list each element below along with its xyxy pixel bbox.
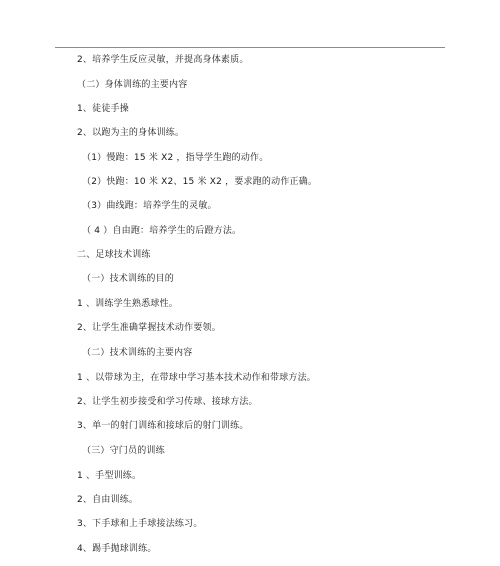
text-line: 2、以跑为主的身体训练。 <box>77 128 185 138</box>
section-heading: （二）身体训练的主要内容 <box>77 80 188 90</box>
section-heading: （二）技术训练的主要内容 <box>82 348 193 358</box>
text-line: 2、自由训练。 <box>77 495 139 505</box>
text-line: 1、徒徒手操 <box>77 104 129 114</box>
text-line: （2）快跑：10 米 X2、15 米 X2 ，要求跑的动作正确。 <box>82 177 318 187</box>
section-heading: 二、足球技术训练 <box>77 250 151 260</box>
text-line: 2、培养学生反应灵敏，并提高身体素质。 <box>77 55 249 65</box>
text-line: 4、踢手抛球训练。 <box>77 544 157 554</box>
text-line: 3、单一的射门训练和接球后的射门训练。 <box>77 421 249 431</box>
text-line: （3）曲线跑：培养学生的灵敏。 <box>82 201 217 211</box>
text-line: 1 、以带球为主，在带球中学习基本技术动作和带球方法。 <box>77 373 316 383</box>
section-heading: （三）守门员的训练 <box>82 446 165 456</box>
text-line: 2、让学生准确掌握技术动作要领。 <box>77 323 221 333</box>
text-line: （1）慢跑：15 米 X2 ，指导学生跑的动作。 <box>82 153 269 163</box>
text-line: 2、让学生初步接受和学习传球、接球方法。 <box>77 397 258 407</box>
text-line: 1 、手型训练。 <box>77 471 142 481</box>
text-line: 1 、训练学生熟悉球性。 <box>77 299 178 309</box>
header-rule <box>55 47 445 48</box>
section-heading: （一）技术训练的目的 <box>82 274 175 284</box>
text-line: 3、下手球和上手球接法练习。 <box>77 519 203 529</box>
text-line: （ 4 ）自由跑：培养学生的后蹬方法。 <box>82 226 242 236</box>
